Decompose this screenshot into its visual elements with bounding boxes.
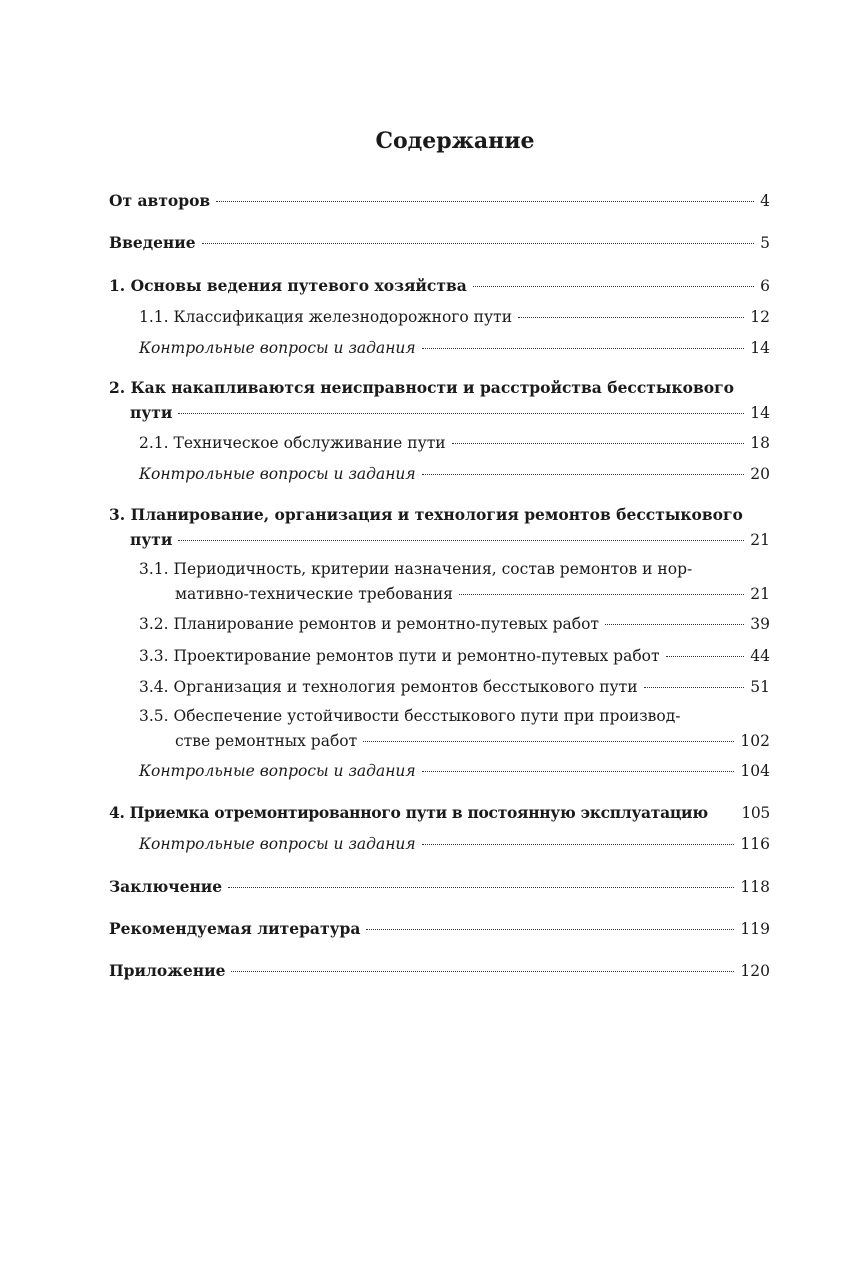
toc-entry-title: Контрольные вопросы и задания: [139, 762, 416, 780]
page-number: 12: [750, 308, 770, 326]
toc-entry[interactable]: [109, 276, 770, 296]
page-number: 6: [760, 277, 770, 295]
toc-entry-title: Приложение: [109, 961, 226, 980]
toc-entry-line1[interactable]: [109, 378, 770, 398]
toc-entry-title-cont: мативно-технические требования: [175, 585, 453, 603]
toc-entry[interactable]: [139, 338, 770, 358]
page-number: 4: [760, 192, 770, 210]
dot-leader: [459, 594, 744, 595]
toc-entry[interactable]: [139, 433, 770, 453]
toc-entry[interactable]: [139, 614, 770, 634]
toc-entry-title: 3.1. Периодичность, критерии назначения, состав ремонтов и нор-: [139, 560, 693, 578]
dot-leader: [518, 317, 744, 318]
dot-leader: [422, 844, 735, 845]
dot-leader: [202, 243, 754, 244]
page-number: 44: [750, 647, 770, 665]
dot-leader: [422, 348, 745, 349]
toc-entry[interactable]: [109, 191, 770, 211]
toc-entry[interactable]: [109, 233, 770, 253]
toc-entry-title: 2. Как накапливаются неисправности и расстройства бесстыкового: [109, 378, 734, 397]
page-number: 21: [750, 585, 770, 603]
toc-entry[interactable]: [109, 877, 770, 897]
dot-leader: [366, 929, 734, 930]
toc-entry-title: Контрольные вопросы и задания: [139, 339, 416, 357]
dot-leader: [216, 201, 754, 202]
toc-entry-title: 3.2. Планирование ремонтов и ремонтно-путевых работ: [139, 615, 600, 633]
toc-entry-title: Заключение: [109, 877, 223, 896]
toc-entry-title: Введение: [109, 233, 196, 252]
dot-leader: [452, 443, 745, 444]
toc-entry-title: 1.1. Классификация железнодорожного пути: [139, 308, 513, 326]
page-number: 21: [750, 531, 770, 549]
toc-entry-line1[interactable]: [139, 559, 770, 579]
toc-entry-title: От авторов: [109, 191, 211, 210]
toc-entry-line1[interactable]: [139, 706, 770, 726]
page-number: 104: [740, 762, 770, 780]
toc-entry[interactable]: [175, 731, 770, 751]
page-number: 5: [760, 234, 770, 252]
toc-entry-title: Контрольные вопросы и задания: [139, 835, 416, 853]
dot-leader: [644, 687, 745, 688]
page-number: 39: [750, 615, 770, 633]
page-number: 120: [740, 962, 770, 980]
toc-entry-title: 2.1. Техническое обслуживание пути: [139, 434, 446, 452]
toc-entry-title: 3.4. Организация и технология ремонтов бесстыкового пути: [139, 678, 638, 696]
page-title: Содержание: [375, 128, 535, 154]
toc-entry[interactable]: [139, 464, 770, 484]
page-number: 118: [740, 878, 770, 896]
dot-leader: [178, 413, 744, 414]
dot-leader: [363, 741, 734, 742]
page-number: 105: [741, 804, 770, 822]
toc-entry-title: Контрольные вопросы и задания: [139, 465, 416, 483]
dot-leader: [231, 971, 734, 972]
page-number: 116: [740, 835, 770, 853]
toc-entry-title-cont: пути: [130, 530, 173, 549]
dot-leader: [473, 286, 754, 287]
toc-entry[interactable]: [109, 919, 770, 939]
page-number: 14: [750, 339, 770, 357]
toc-entry[interactable]: [139, 677, 770, 697]
toc-entry-title: 3.5. Обеспечение устойчивости бесстыкового пути при производ-: [139, 707, 681, 725]
toc-entry[interactable]: [139, 307, 770, 327]
toc-entry-title: Рекомендуемая литература: [109, 919, 361, 938]
page-number: 51: [750, 678, 770, 696]
toc-entry[interactable]: [109, 961, 770, 981]
toc-entry-title: 1. Основы ведения путевого хозяйства: [109, 276, 467, 295]
dot-leader: [178, 540, 744, 541]
toc-entry[interactable]: [109, 803, 770, 823]
page-number: 119: [740, 920, 770, 938]
toc-entry[interactable]: [139, 834, 770, 854]
toc-entry-line1[interactable]: [109, 505, 770, 525]
toc-entry-title-cont: пути: [130, 403, 173, 422]
toc-entry[interactable]: [139, 761, 770, 781]
page-number: 20: [750, 465, 770, 483]
toc-entry-title-cont: стве ремонтных работ: [175, 732, 358, 750]
toc-entry[interactable]: [175, 584, 770, 604]
toc-entry[interactable]: [130, 403, 770, 423]
page-number: 18: [750, 434, 770, 452]
dot-leader: [422, 771, 735, 772]
page-number: 102: [740, 732, 770, 750]
toc-entry[interactable]: [130, 530, 770, 550]
dot-leader: [228, 887, 734, 888]
dot-leader: [666, 656, 745, 657]
dot-leader: [422, 474, 745, 475]
toc-entry-title: 3.3. Проектирование ремонтов пути и ремонтно-путевых работ: [139, 647, 660, 665]
toc-entry[interactable]: [139, 646, 770, 666]
page-number: 14: [750, 404, 770, 422]
toc-entry-title: 4. Приемка отремонтированного пути в постоянную эксплуатацию: [109, 803, 708, 822]
dot-leader: [605, 624, 744, 625]
toc-entry-title: 3. Планирование, организация и технология ремонтов бесстыкового: [109, 505, 743, 524]
